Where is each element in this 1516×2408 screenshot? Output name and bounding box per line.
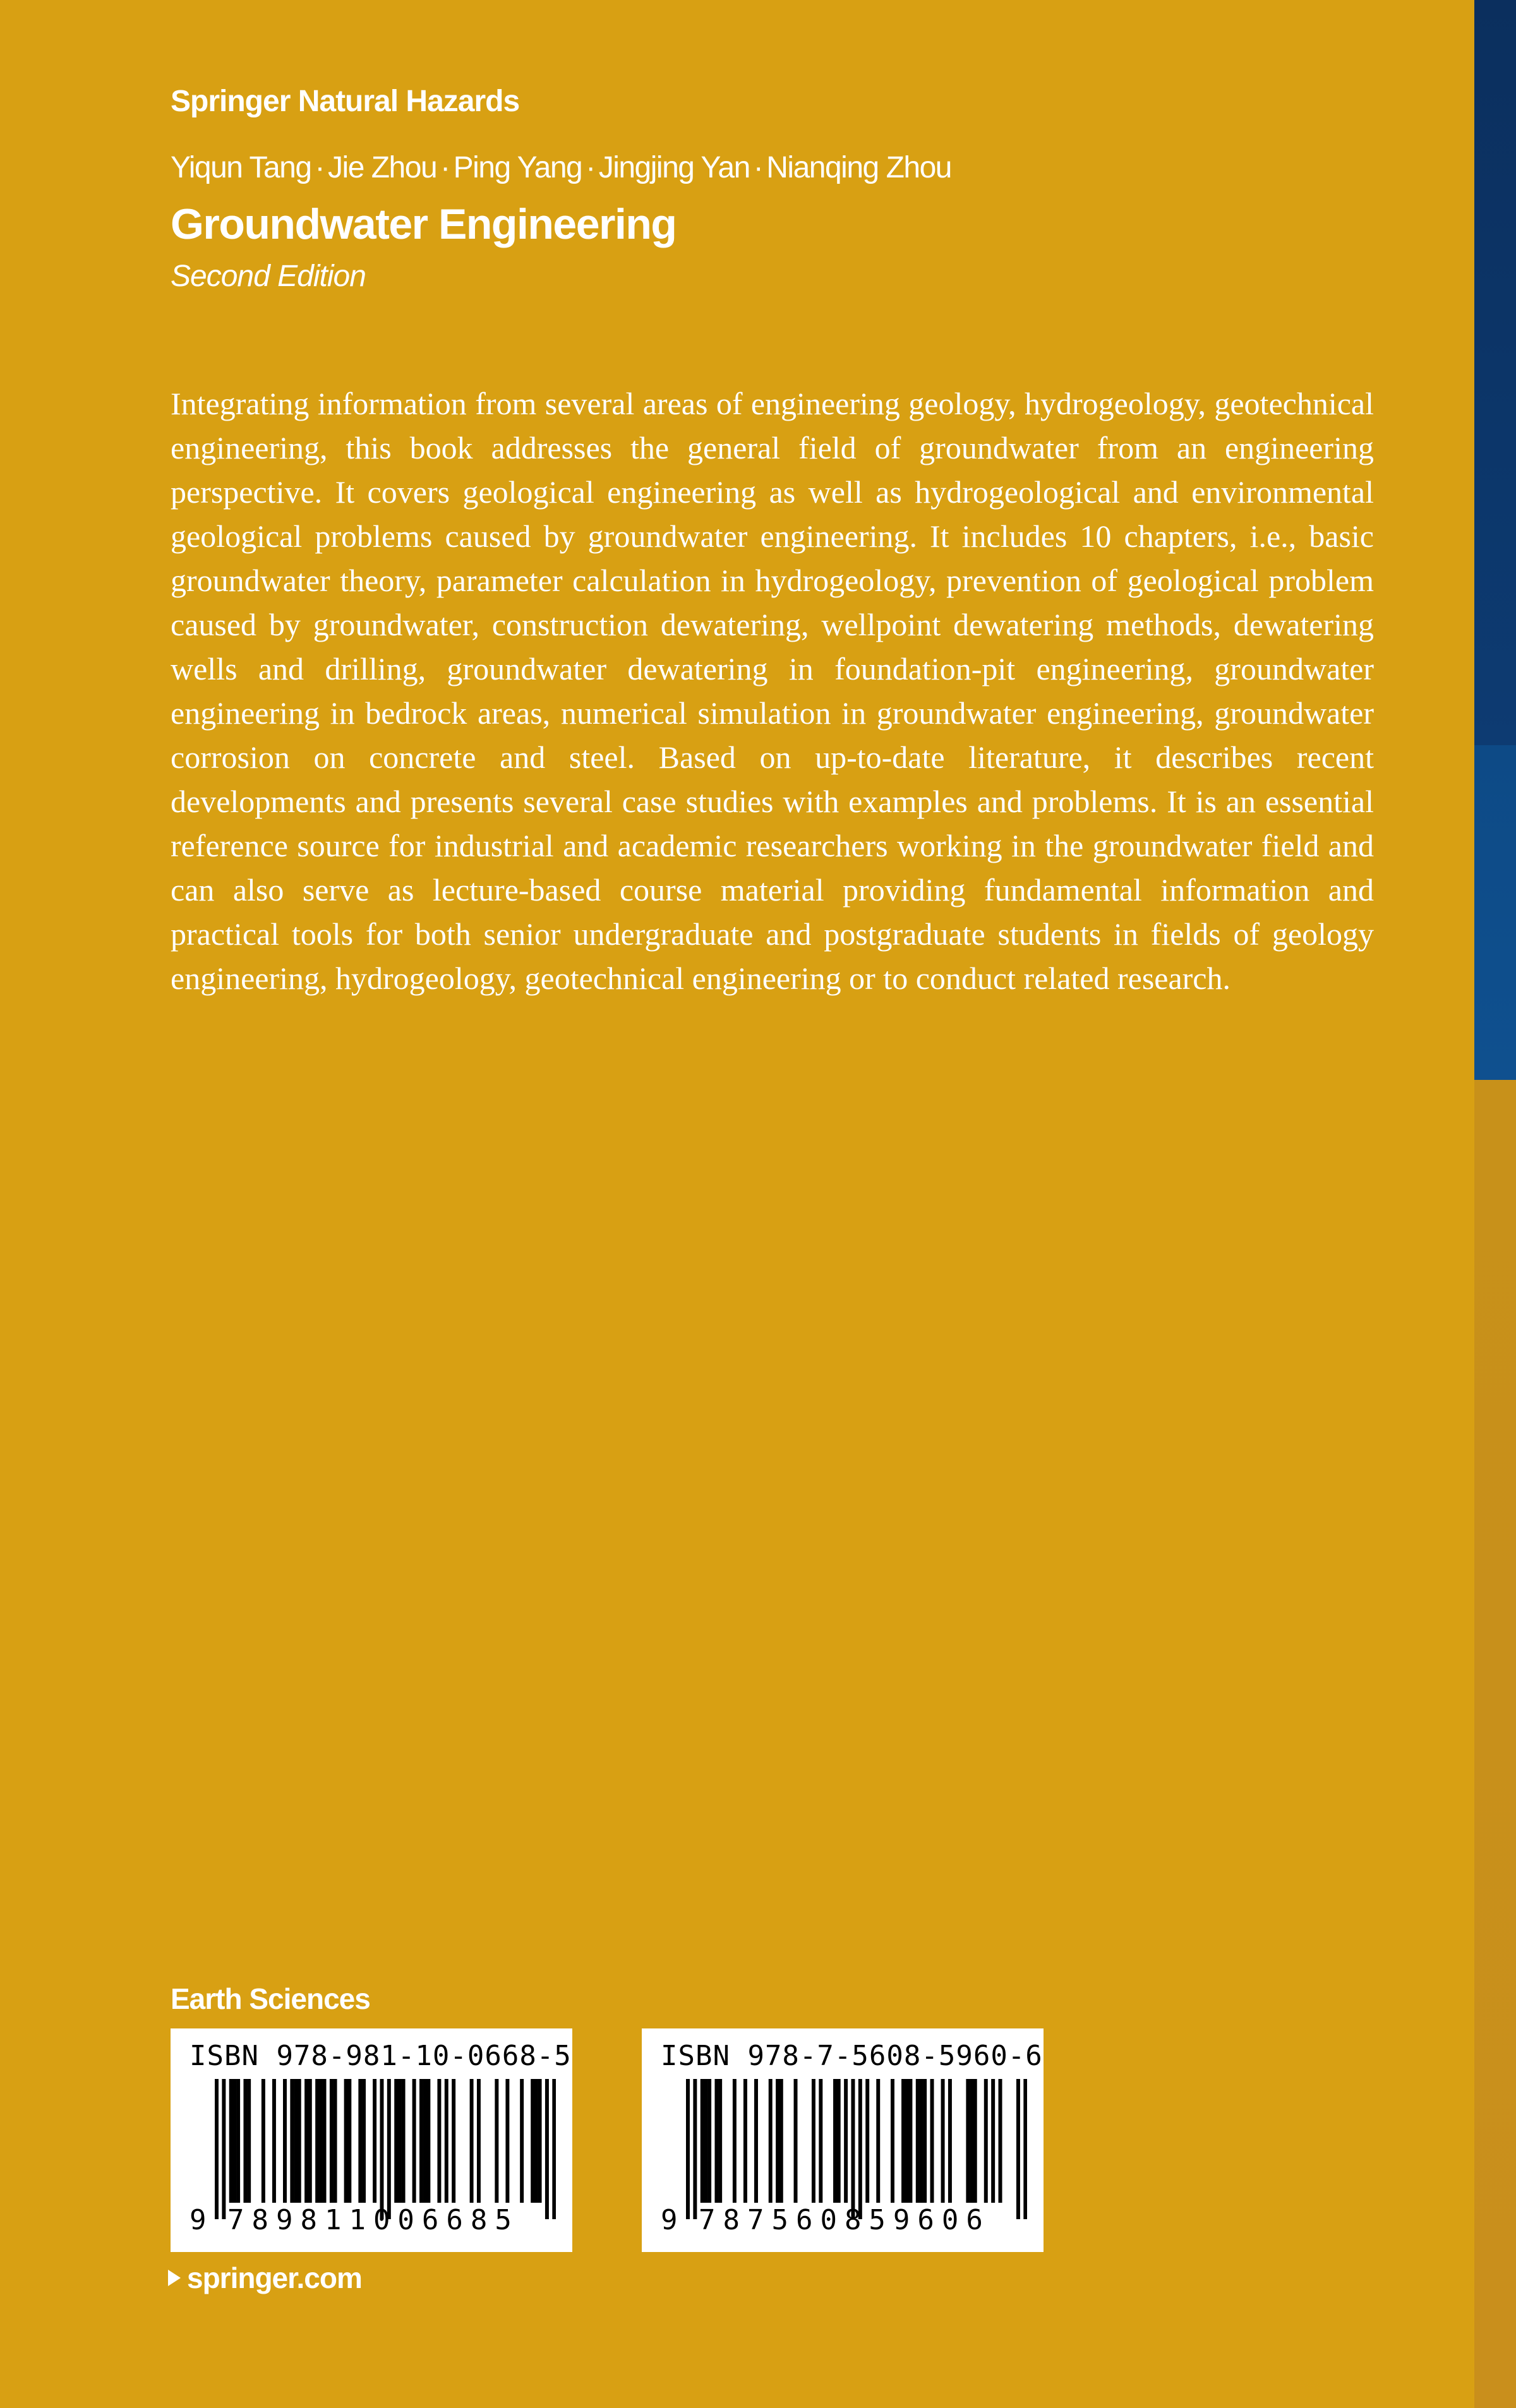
barcode-bar [470, 2079, 474, 2203]
barcode-bar [222, 2079, 226, 2219]
barcode-bar [495, 2079, 498, 2203]
barcode-bar [437, 2079, 441, 2203]
barcode-bar [229, 2079, 233, 2203]
author-name: Yiqun Tang [171, 151, 311, 184]
barcode-bar [718, 2079, 722, 2203]
barcode-bar [714, 2079, 718, 2203]
barcode-bar [398, 2079, 402, 2203]
ean-leading-digit: 9 [190, 2204, 207, 2236]
isbn-label: ISBN 978-981-10-0668-5 [190, 2040, 572, 2072]
barcode-bar [973, 2079, 977, 2203]
barcode-bar [298, 2079, 301, 2203]
barcode-bar [919, 2079, 923, 2203]
barcode-bar [858, 2079, 862, 2219]
barcode-bar [1016, 2079, 1020, 2219]
barcode-bar [243, 2079, 247, 2203]
barcode-bar [452, 2079, 455, 2203]
barcode-bar [901, 2079, 905, 2203]
barcode-bar [693, 2079, 697, 2219]
barcode-bar [531, 2079, 534, 2203]
barcode-bar [534, 2079, 538, 2203]
barcode-bar [505, 2079, 509, 2203]
barcode-bar [344, 2079, 348, 2203]
author-name: Jie Zhou [328, 151, 437, 184]
barcode-bar [283, 2079, 287, 2203]
barcode-bar [970, 2079, 973, 2203]
barcode-bar [272, 2079, 276, 2203]
barcode-bar [330, 2079, 334, 2203]
isbn-label: ISBN 978-7-5608-5960-6 [661, 2040, 1043, 2072]
barcode-bar [319, 2079, 323, 2203]
barcode-bar [908, 2079, 912, 2203]
barcode-bar [984, 2079, 988, 2203]
barcode-bar [347, 2079, 351, 2203]
barcode-bar [733, 2079, 737, 2203]
barcode-bar [769, 2079, 773, 2203]
barcode-bar [930, 2079, 934, 2203]
barcode-bar [445, 2079, 448, 2203]
author-list: Yiqun Tang · Jie Zhou · Ping Yang · Jingjing Yan · Nianqing Zhou [171, 151, 951, 184]
barcode-bar [743, 2079, 747, 2203]
barcode-bar [538, 2079, 542, 2203]
barcode-bar [1023, 2079, 1027, 2219]
barcode-bar [707, 2079, 711, 2203]
barcode-bar [916, 2079, 920, 2203]
series-name: Springer Natural Hazards [171, 85, 520, 118]
book-description: Integrating information from several areas of engineering geology, hydrogeology, geotechnical engineering, this book addresses the general field of groundwater from an engineering perspective. It covers geological engineering as well as hydrogeological and environmental geological problems caused by groundwater engineering. It includes 10 chapters, i.e., basic groundwater theory, parameter calculation in hydrogeology, prevention of geological problem caused by groundwater, construction dewatering, wellpoint dewatering methods, dewatering wells and drilling, groundwater dewatering in foundation-pit engineering, groundwater engineering in bedrock areas, numerical simulation in groundwater engineering, groundwater corrosion on concrete and steel. Based on up-to-date literature, it describes recent developments and presents several case studies with examples and problems. It is an essential reference source for industrial and academic researchers working in the groundwater field and can also serve as lecture-based course material providing fundamental information and practical tools for both senior undergraduate and postgraduate students in fields of geology engineering, hydrogeology, geotechnical engineering or to conduct related research. [171, 386, 1374, 996]
barcode-bar [290, 2079, 294, 2203]
barcode-bar [294, 2079, 298, 2203]
subject-category: Earth Sciences [171, 1982, 370, 2015]
barcode-bar [779, 2079, 783, 2203]
barcode-bar [776, 2079, 779, 2203]
barcode-bar [794, 2079, 798, 2203]
barcode-bar [215, 2079, 219, 2219]
barcode-bar [419, 2079, 423, 2203]
book-title: Groundwater Engineering [171, 200, 677, 248]
author-name: Jingjing Yan [598, 151, 750, 184]
barcode-bar [412, 2079, 416, 2203]
barcode-bar [545, 2079, 549, 2219]
isbn-barcode-springer [171, 2028, 572, 2252]
ean-digits: 787560859606 [699, 2204, 990, 2236]
barcode-bar [323, 2079, 327, 2203]
barcode-bar [948, 2079, 952, 2203]
edition-label: Second Edition [171, 260, 366, 293]
barcode-bar [304, 2079, 308, 2203]
barcode-bars [686, 2079, 1027, 2219]
barcode-bar [812, 2079, 815, 2203]
springer-website-link[interactable] [168, 2261, 362, 2295]
barcode-bar [232, 2079, 236, 2203]
barcode-bar [891, 2079, 894, 2203]
barcode-bar [704, 2079, 707, 2203]
barcode-bar [701, 2079, 704, 2203]
barcode-bar [923, 2079, 927, 2203]
barcode-bar [851, 2079, 855, 2219]
barcode-bar [520, 2079, 524, 2203]
author-name: Nianqing Zhou [766, 151, 951, 184]
author-name: Ping Yang [453, 151, 582, 184]
barcode-bar [423, 2079, 427, 2203]
barcode-bar [380, 2079, 383, 2219]
barcode-bars [215, 2079, 556, 2219]
barcode-bar [833, 2079, 837, 2203]
isbn-barcode-tongji [642, 2028, 1044, 2252]
barcode-bar [966, 2079, 970, 2203]
barcode-bar [373, 2079, 376, 2203]
ean-leading-digit: 9 [661, 2204, 678, 2236]
triangle-right-icon [168, 2270, 181, 2286]
barcode-bar [315, 2079, 319, 2203]
barcode-bar [754, 2079, 758, 2203]
barcode-bar [941, 2079, 945, 2203]
barcode-bar [477, 2079, 481, 2203]
barcode-bar [686, 2079, 690, 2219]
barcode-bar [402, 2079, 406, 2203]
barcode-bar [358, 2079, 362, 2203]
book-spine-edge [1474, 0, 1516, 2408]
barcode-bar [308, 2079, 312, 2203]
barcode-bar [844, 2079, 848, 2203]
barcode-bar [262, 2079, 265, 2203]
barcode-bar [426, 2079, 430, 2203]
barcode-bar [394, 2079, 398, 2203]
barcode-bar [905, 2079, 909, 2203]
barcode-bar [999, 2079, 1002, 2203]
springer-link-text[interactable]: springer.com [187, 2261, 362, 2294]
barcode-bar [247, 2079, 251, 2203]
barcode-bar [865, 2079, 869, 2203]
barcode-bar [819, 2079, 822, 2203]
barcode-bar [236, 2079, 240, 2203]
barcode-bar [991, 2079, 995, 2203]
barcode-bar [334, 2079, 337, 2203]
barcode-bar [552, 2079, 556, 2219]
barcode-bar [362, 2079, 366, 2203]
barcode-bar [837, 2079, 841, 2203]
barcode-bar [876, 2079, 880, 2203]
ean-digits: 789811006685 [227, 2204, 519, 2236]
barcode-bar [387, 2079, 391, 2219]
